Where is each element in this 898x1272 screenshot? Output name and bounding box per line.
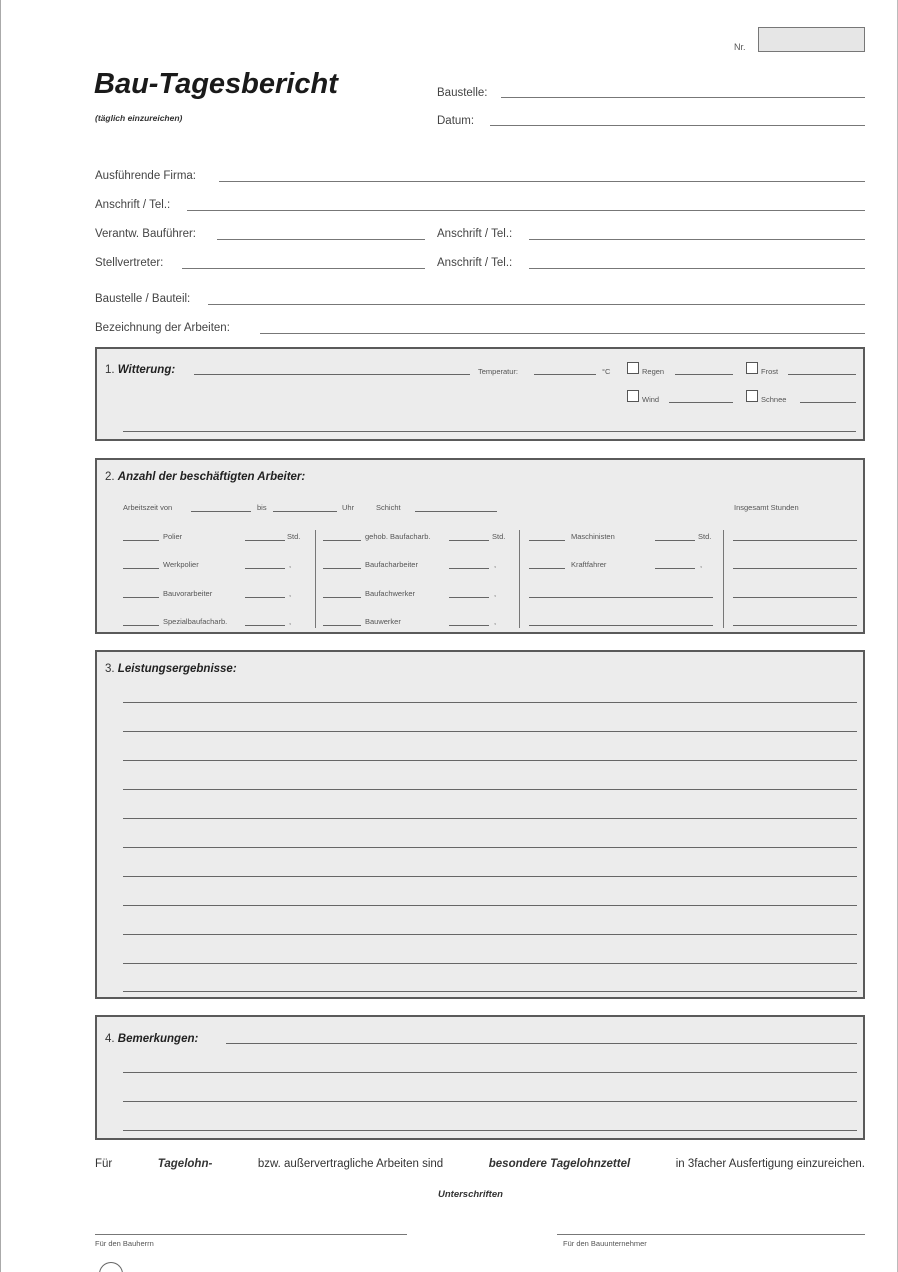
leistung-line[interactable]: [123, 818, 857, 819]
witterung-notes-line[interactable]: [123, 431, 856, 432]
page-title: Bau-Tagesbericht: [94, 68, 338, 100]
frost-label: Frost: [761, 367, 779, 376]
leistung-line[interactable]: [123, 991, 857, 992]
count-field[interactable]: [123, 625, 159, 626]
leistung-line[interactable]: [123, 702, 857, 703]
regen-line: [675, 374, 733, 375]
hours-field[interactable]: [245, 597, 285, 598]
hours-field[interactable]: [655, 568, 695, 569]
section-witterung: [95, 347, 865, 441]
hours-field[interactable]: [245, 568, 285, 569]
ditto-mark: ,: [494, 589, 497, 598]
anschrift2-label: Anschrift / Tel.:: [437, 228, 513, 240]
leistung-line[interactable]: [123, 963, 857, 964]
count-field[interactable]: [529, 540, 565, 541]
insgesamt-label: Insgesamt Stunden: [734, 503, 799, 512]
unternehmer-label: Für den Bauunternehmer: [563, 1239, 647, 1248]
witterung-field[interactable]: [194, 374, 470, 375]
nr-label: Nr.: [734, 42, 746, 52]
worker-type-label: Spezialbaufacharb.: [163, 617, 228, 626]
worker-type-label: Baufacharbeiter: [365, 560, 418, 569]
temperatur-field[interactable]: [534, 374, 596, 375]
schicht-label: Schicht: [376, 503, 401, 512]
section3-title: 3. Leistungsergebnisse:: [105, 663, 237, 675]
ditto-mark: ,: [494, 617, 497, 626]
bauteil-label: Baustelle / Bauteil:: [95, 293, 191, 305]
ditto-mark: ,: [289, 617, 292, 626]
unternehmer-signature-line[interactable]: [557, 1234, 865, 1235]
section2-title: 2. Anzahl der beschäftigten Arbeiter:: [105, 471, 306, 483]
leistung-line[interactable]: [123, 731, 857, 732]
firma-field[interactable]: [219, 181, 865, 182]
section1-title: 1. Witterung:: [105, 364, 176, 376]
firma-label: Ausführende Firma:: [95, 170, 196, 182]
hours-field[interactable]: [449, 625, 489, 626]
leistung-line[interactable]: [123, 760, 857, 761]
leistung-line[interactable]: [123, 934, 857, 935]
worker-type-label: Bauwerker: [365, 617, 401, 626]
ditto-mark: ,: [700, 560, 703, 569]
total-hours-field[interactable]: [733, 568, 857, 569]
hours-field[interactable]: [245, 540, 285, 541]
anschrift-field[interactable]: [187, 210, 865, 211]
count-field[interactable]: [529, 568, 565, 569]
schicht-field[interactable]: [415, 511, 497, 512]
worker-type-label: Werkpolier: [163, 560, 199, 569]
vertreter-label: Stellvertreter:: [95, 257, 164, 269]
signatures-heading: Unterschriften: [438, 1189, 503, 1200]
arbeitszeit-von-field[interactable]: [191, 511, 251, 512]
column-divider: [723, 530, 724, 628]
arbeiten-field[interactable]: [260, 333, 865, 334]
wind-line: [669, 402, 733, 403]
wind-checkbox[interactable]: [627, 390, 639, 402]
frost-checkbox[interactable]: [746, 362, 758, 374]
vertreter-field[interactable]: [182, 268, 425, 269]
count-field[interactable]: [123, 568, 159, 569]
bemerkungen-line[interactable]: [123, 1072, 857, 1073]
section-arbeiter: [95, 458, 865, 634]
bauherr-label: Für den Bauherrn: [95, 1239, 154, 1248]
worker-type-label: gehob. Baufacharb.: [365, 532, 431, 541]
leistung-line[interactable]: [123, 789, 857, 790]
bemerkungen-line[interactable]: [123, 1130, 857, 1131]
bemerkungen-line[interactable]: [123, 1101, 857, 1102]
publisher-logo-icon: [99, 1262, 123, 1272]
regen-checkbox[interactable]: [627, 362, 639, 374]
datum-field[interactable]: [490, 125, 865, 126]
leistung-line[interactable]: [123, 876, 857, 877]
total-hours-field[interactable]: [733, 625, 857, 626]
bauteil-field[interactable]: [208, 304, 865, 305]
baustelle-label: Baustelle:: [437, 87, 488, 99]
bauleiter-label: Verantw. Bauführer:: [95, 228, 197, 240]
worker-type-label: Maschinisten: [571, 532, 615, 541]
page-subtitle: (täglich einzureichen): [95, 113, 183, 123]
arbeiten-label: Bezeichnung der Arbeiten:: [95, 322, 230, 334]
count-field[interactable]: [323, 597, 361, 598]
std-label: Std.: [492, 532, 506, 541]
anschrift3-field[interactable]: [529, 268, 865, 269]
schnee-line: [800, 402, 856, 403]
count-field[interactable]: [123, 540, 159, 541]
ditto-mark: ,: [494, 560, 497, 569]
nr-field[interactable]: [758, 27, 865, 52]
hours-field[interactable]: [655, 540, 695, 541]
temperatur-label: Temperatur:: [478, 367, 519, 376]
hours-field[interactable]: [245, 625, 285, 626]
wind-label: Wind: [642, 395, 660, 404]
extra-worker-field[interactable]: [529, 625, 713, 626]
leistung-line[interactable]: [123, 905, 857, 906]
anschrift3-label: Anschrift / Tel.:: [437, 257, 513, 269]
column-divider: [519, 530, 520, 628]
datum-label: Datum:: [437, 115, 475, 127]
total-hours-field[interactable]: [733, 597, 857, 598]
worker-type-label: Baufachwerker: [365, 589, 416, 598]
arbeitszeit-bis-field[interactable]: [273, 511, 337, 512]
hours-field[interactable]: [449, 568, 489, 569]
hours-field[interactable]: [449, 597, 489, 598]
std-label: Std.: [287, 532, 301, 541]
total-hours-field[interactable]: [733, 540, 857, 541]
hours-field[interactable]: [449, 540, 489, 541]
section-leistung: [95, 650, 865, 999]
bauherr-signature-line[interactable]: [95, 1234, 407, 1235]
worker-type-label: Polier: [163, 532, 183, 541]
regen-label: Regen: [642, 367, 665, 376]
extra-worker-field[interactable]: [529, 597, 713, 598]
anschrift2-field[interactable]: [529, 239, 865, 240]
std-label: Std.: [698, 532, 712, 541]
count-field[interactable]: [323, 540, 361, 541]
section-bemerkungen: [95, 1015, 865, 1140]
bis-label: bis: [257, 503, 267, 512]
count-field[interactable]: [323, 568, 361, 569]
arbeitszeit-label: Arbeitszeit von: [123, 503, 173, 512]
ditto-mark: ,: [289, 560, 292, 569]
bauleiter-field[interactable]: [217, 239, 425, 240]
celsius-unit: °C: [602, 367, 611, 376]
schnee-checkbox[interactable]: [746, 390, 758, 402]
section4-title: 4. Bemerkungen:: [105, 1033, 199, 1045]
frost-line: [788, 374, 856, 375]
count-field[interactable]: [123, 597, 159, 598]
anschrift-label: Anschrift / Tel.:: [95, 199, 171, 211]
schnee-label: Schnee: [761, 395, 787, 404]
column-divider: [315, 530, 316, 628]
worker-type-label: Bauvorarbeiter: [163, 589, 213, 598]
count-field[interactable]: [323, 625, 361, 626]
leistung-line[interactable]: [123, 847, 857, 848]
ditto-mark: ,: [289, 589, 292, 598]
footer-note: Für Tagelohn- bzw. außervertragliche Arbeiten sind besondere Tagelohnzettel in 3facher Ausfertigung einzureichen.: [95, 1158, 865, 1170]
bemerkungen-line[interactable]: [226, 1043, 857, 1044]
uhr-label: Uhr: [342, 503, 355, 512]
worker-type-label: Kraftfahrer: [571, 560, 607, 569]
baustelle-field[interactable]: [501, 97, 865, 98]
